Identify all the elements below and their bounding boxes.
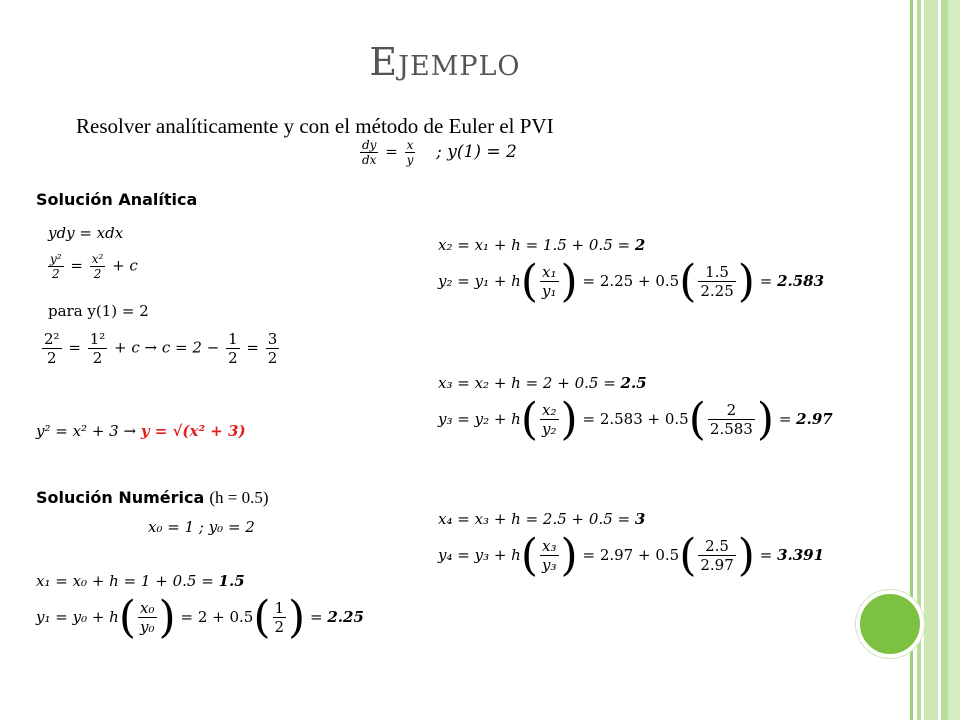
step-4-y: y₄ = y₃ + h( $\frac{\text{x₃}}{\text{y₃}}$ ) = 2.97 + 0.5( $\frac{2.5}{2.97}$ ) = 3.391 <box>438 530 825 581</box>
initial-values: x₀ = 1 ; y₀ = 2 <box>148 518 255 536</box>
problem-statement: Resolver analíticamente y con el método de Euler el PVI <box>76 114 554 138</box>
analytic-line-4: $\frac{\text{2²}}{2}$ = $\frac{\text{1²}}{2}$ + c → c = 2 − $\frac{1}{2}$ = $\frac{3}{2}$ <box>44 330 278 367</box>
analytic-solution: y = √(x² + 3) <box>140 422 246 440</box>
analytic-line-3: para y(1) = 2 <box>48 302 149 320</box>
numeric-heading-row <box>36 488 269 508</box>
step-4-x: x₄ = x₃ + h = 2.5 + 0.5 = 3 <box>438 510 646 528</box>
pvi-equation: $\frac{dy}{dx}$ = $\frac{x}{y}$ ; y(1) = 2 <box>362 138 517 167</box>
step-size: (h = 0.5) <box>209 488 269 507</box>
analytic-line-2: $\frac{\text{y²}}{2}$ = $\frac{\text{x²}}{2}$ + c <box>50 252 138 281</box>
slide-title: Ejemplo <box>369 40 521 84</box>
numeric-heading: Solución Numérica <box>36 488 205 507</box>
step-3-x: x₃ = x₂ + h = 2 + 0.5 = 2.5 <box>438 374 647 392</box>
step-1-y: y₁ = y₀ + h( $\frac{\text{x₀}}{\text{y₀}}$ ) = 2 + 0.5( $\frac{1}{2}$ ) = 2.25 <box>36 592 364 643</box>
analytic-line-1: ydy = xdx <box>48 224 124 242</box>
decorative-green-circle <box>856 590 924 658</box>
analytic-result: y² = x² + 3 → y = √(x² + 3) <box>36 422 246 440</box>
step-2-x: x₂ = x₁ + h = 1.5 + 0.5 = 2 <box>438 236 646 254</box>
analytic-heading: Solución Analítica <box>36 190 198 209</box>
step-1-x: x₁ = x₀ + h = 1 + 0.5 = 1.5 <box>36 572 245 590</box>
step-3-y: y₃ = y₂ + h( $\frac{\text{x₂}}{\text{y₂}}$ ) = 2.583 + 0.5( $\frac{2}{2.583}$ ) = 2.97 <box>438 394 833 445</box>
step-2-y: y₂ = y₁ + h( $\frac{\text{x₁}}{\text{y₁}}$ ) = 2.25 + 0.5( $\frac{1.5}{2.25}$ ) = 2.583 <box>438 256 825 307</box>
